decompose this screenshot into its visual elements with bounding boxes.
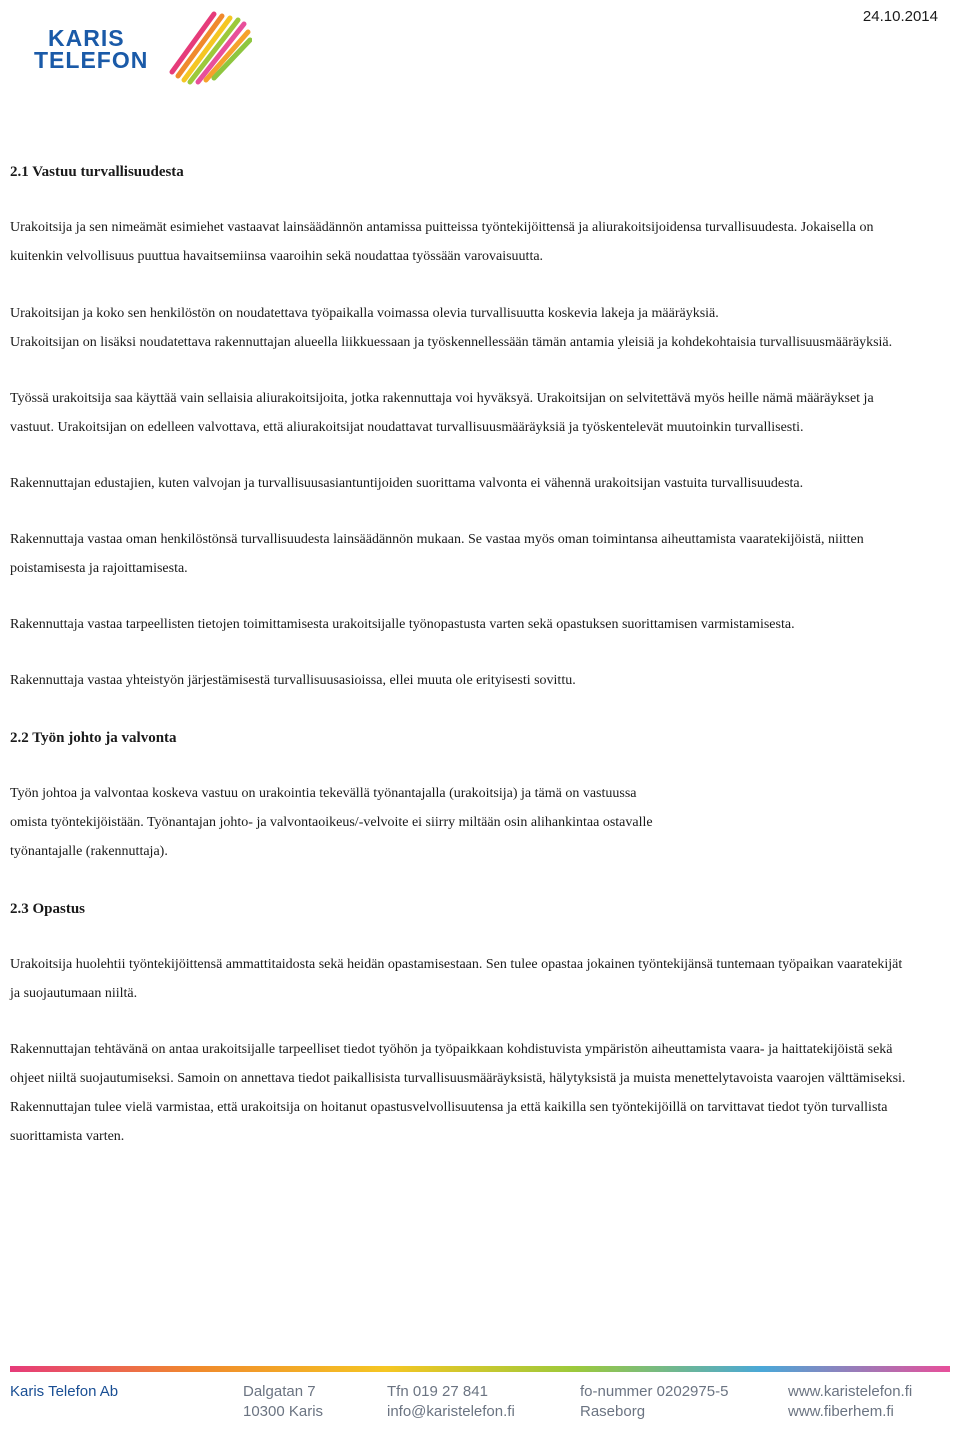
footer-fo-number: fo-nummer 0202975-5 xyxy=(580,1383,729,1400)
logo-text-line1: KARIS xyxy=(48,25,125,51)
footer-registration xyxy=(580,1382,728,1422)
footer-company xyxy=(10,1382,118,1402)
footer-phone: Tfn 019 27 841 xyxy=(387,1383,488,1400)
logo-stripes-icon xyxy=(162,8,252,88)
footer-contact xyxy=(387,1382,515,1422)
document-date: 24.10.2014 xyxy=(862,8,938,25)
paragraph: Rakennuttaja vastaa oman henkilöstönsä turvallisuudesta lainsäädännön mukaan. Se vastaa myös oman toimintansa aiheuttamista vaaratekijöistä, niitten poistamisesta ja rajoittamisesta. xyxy=(10,532,864,576)
footer-company-name: Karis Telefon Ab xyxy=(10,1383,119,1400)
footer-website-link[interactable]: www.fiberhem.fi xyxy=(788,1403,894,1420)
footer-color-rule xyxy=(10,1366,950,1372)
paragraph: Työssä urakoitsija saa käyttää vain sellaisia aliurakoitsijoita, jotka rakennuttaja voi hyväksyä. Urakoitsijan on selvitettävä myös heille nämä määräykset ja vastuut. Urakoitsijan on edelleen valvottava, että aliurakoitsijat noudattavat turvallisuusmääräyksiä ja työskentelevät muutoinkin turvallisesti. xyxy=(10,391,874,435)
paragraph: Rakennuttajan edustajien, kuten valvojan ja turvallisuusasiantuntijoiden suorittama valvonta ei vähennä urakoitsijan vastuita turvallisuudesta. xyxy=(10,476,804,491)
logo-text-line2: TELEFON xyxy=(34,47,149,73)
section-heading: 2.2 Työn johto ja valvonta xyxy=(10,730,177,746)
paragraph: Urakoitsijan ja koko sen henkilöstön on noudatettava työpaikalla voimassa olevia turvallisuutta koskevia lakeja ja määräyksiä. xyxy=(10,306,719,321)
footer-email: info@karistelefon.fi xyxy=(387,1403,515,1420)
paragraph: Urakoitsijan on lisäksi noudatettava rakennuttajan alueella liikkuessaan ja työskennellessään tämän antamia yleisiä ja kohdekohtaisia turvallisuusmääräyksiä. xyxy=(10,335,893,350)
paragraph: Työn johtoa ja valvontaa koskeva vastuu on urakointia tekevällä työnantajalla (urakoitsija) ja tämä on vastuussa omista työntekijöistään. Työnantajan johto- ja valvontaoikeus/-velvoite ei siirry miltään osin alihankintaa ostavalle työnantajalle (rakennuttaja). xyxy=(10,786,653,859)
section-heading: 2.1 Vastuu turvallisuudesta xyxy=(10,164,184,180)
footer-address-line2: 10300 Karis xyxy=(243,1403,324,1420)
karis-telefon-logo xyxy=(30,8,250,88)
paragraph: Rakennuttaja vastaa tarpeellisten tietojen toimittamisesta urakoitsijalle työnopastusta varten sekä opastuksen suorittamisen varmistamisesta. xyxy=(10,617,795,632)
paragraph: Rakennuttajan tehtävänä on antaa urakoitsijalle tarpeelliset tiedot työhön ja työpaikkaan kohdistuvista ympäristön aiheuttamista vaara- ja haittatekijöistä sekä ohjeet niiltä suojautumiseksi. Samoin on annettava tiedot paikallisista turvallisuusmääräyksistä, hälytyksistä ja muista menettelytavoista vaarojen välttämiseksi. Rakennuttajan tulee vielä varmistaa, että urakoitsija on hoitanut opastusvelvollisuutensa ja että kaikilla sen työntekijöillä on tarvittavat tiedot työn turvallista suorittamista varten. xyxy=(10,1042,906,1144)
footer-address xyxy=(243,1382,323,1422)
footer-address-line1: Dalgatan 7 xyxy=(243,1383,316,1400)
footer-website-link[interactable]: www.karistelefon.fi xyxy=(788,1383,913,1400)
footer-websites xyxy=(788,1382,912,1422)
page-footer xyxy=(0,1366,960,1437)
paragraph: Rakennuttaja vastaa yhteistyön järjestämisestä turvallisuusasioissa, ellei muuta ole erityisesti sovittu. xyxy=(10,673,576,688)
section-heading: 2.3 Opastus xyxy=(10,901,86,917)
footer-city: Raseborg xyxy=(580,1403,646,1420)
paragraph: Urakoitsija ja sen nimeämät esimiehet vastaavat lainsäädännön antamissa puitteissa työntekijöittensä ja aliurakoitsijoidensa turvallisuudesta. Jokaisella on kuitenkin velvollisuus puuttua havaitsemiinsa vaaroihin sekä noudattaa työssään varovaisuutta. xyxy=(10,220,874,264)
paragraph: Urakoitsija huolehtii työntekijöittensä ammattitaidosta sekä heidän opastamisestaan. Sen tulee opastaa jokainen työntekijänsä tuntemaan työpaikan vaaratekijät ja suojautumaan niiltä. xyxy=(10,957,903,1001)
document-body xyxy=(10,158,910,1151)
